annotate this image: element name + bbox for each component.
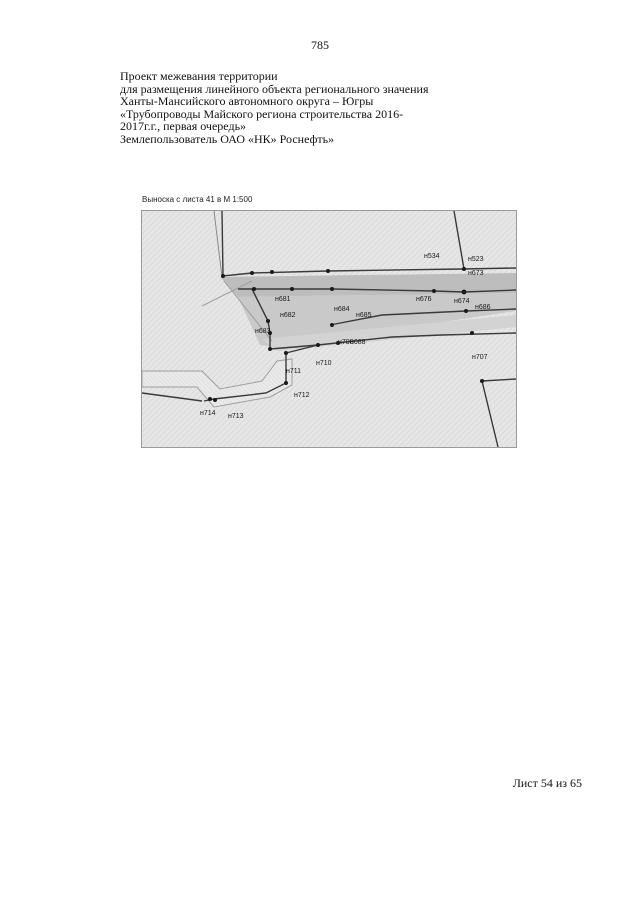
header-line: Проект межевания территории <box>120 69 278 83</box>
vertex-point <box>316 343 320 347</box>
header-line: Ханты-Мансийского автономного округа – Югры <box>120 94 374 108</box>
survey-map <box>141 210 517 448</box>
vertex-point <box>330 323 334 327</box>
vertex-point <box>284 351 288 355</box>
point-label: н673 <box>468 270 484 277</box>
point-label: н714 <box>200 410 216 417</box>
vertex-point <box>432 289 436 293</box>
vertex-point <box>462 290 467 295</box>
header-line: Землепользователь ОАО «НК» Роснефть» <box>120 131 335 146</box>
survey-map-drawing <box>142 211 516 447</box>
vertex-point <box>284 381 288 385</box>
point-label: н684 <box>334 306 350 313</box>
point-label: н686 <box>475 304 491 311</box>
point-label: н700 <box>338 339 354 346</box>
point-label: н682 <box>280 312 296 319</box>
header-line: для размещения линейного объекта регионального значения <box>120 81 429 96</box>
point-label: н681 <box>275 296 291 303</box>
header-line: 2017г.г., первая очередь» <box>120 119 247 133</box>
vertex-point <box>290 287 294 291</box>
point-label: н707 <box>472 354 488 361</box>
point-label: н712 <box>294 392 310 399</box>
vertex-point <box>462 267 466 271</box>
map-callout-title: Выноска с листа 41 в М 1:500 <box>142 195 253 204</box>
vertex-point <box>464 309 468 313</box>
header-line: «Трубопроводы Майского региона строительства 2016- <box>120 106 404 121</box>
point-label: н534 <box>424 253 440 260</box>
point-label: н523 <box>468 256 484 263</box>
point-label: н674 <box>454 298 470 305</box>
vertex-point <box>268 347 272 351</box>
vertex-point <box>208 397 212 401</box>
point-label: н683 <box>255 328 271 335</box>
point-label: н713 <box>228 413 244 420</box>
point-label: н711 <box>286 368 302 375</box>
vertex-point <box>252 287 256 291</box>
vertex-point <box>266 319 270 323</box>
vertex-point <box>480 379 484 383</box>
vertex-point <box>213 398 217 402</box>
vertex-point <box>221 274 225 278</box>
document-header <box>120 70 520 145</box>
vertex-point <box>330 287 334 291</box>
vertex-point <box>470 331 474 335</box>
point-label: н676 <box>416 296 432 303</box>
point-label: н685 <box>356 312 372 319</box>
point-label: н710 <box>316 360 332 367</box>
vertex-point <box>326 269 330 273</box>
vertex-point <box>270 270 274 274</box>
page-number: 785 <box>311 38 329 52</box>
vertex-point <box>250 271 254 275</box>
sheet-counter: Лист 54 из 65 <box>512 776 582 790</box>
point-label: н688 <box>350 339 366 346</box>
